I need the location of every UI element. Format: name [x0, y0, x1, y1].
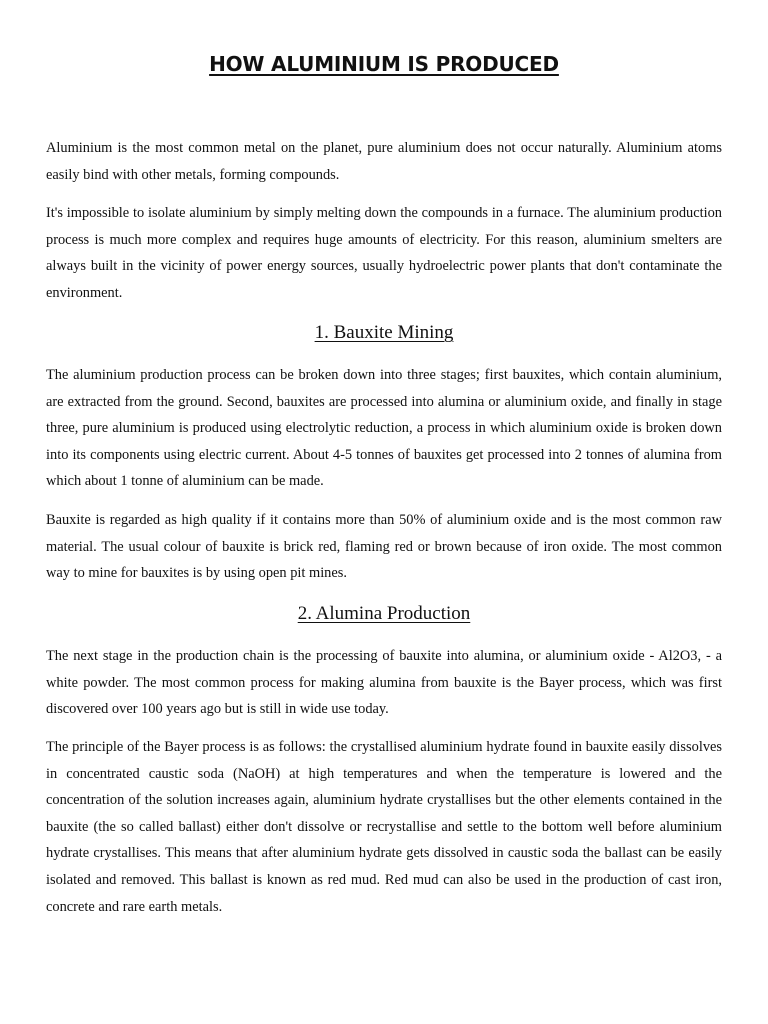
- bauxite-paragraph-2: Bauxite is regarded as high quality if it contains more than 50% of aluminium oxide and is the most common raw material. The usual colour of bauxite is brick red, flaming red or brown because of iron oxide. The most common way to mine for bauxites is by using open pit mines.: [46, 512, 722, 582]
- alumina-paragraph-2: The principle of the Bayer process is as follows: the crystallised aluminium hydrate found in bauxite easily dissolves in concentrated caustic soda (NaOH) at high temperatures and when the temperature is lowered and the concentration of the solution increases again, aluminium hydrate crystallises but the other elements contained in the bauxite (the so called ballast) either don't dissolve or recrystallise and settle to the bottom well before aluminium hydrate crystallises. This means that after aluminium hydrate gets dissolved in caustic soda the ballast can be easily isolated and removed. This ballast is known as red mud. Red mud can also be used in the production of cast iron, concrete and rare earth metals.: [46, 739, 722, 915]
- section-heading-alumina-production: 2. Alumina Production: [297, 603, 471, 624]
- bauxite-paragraph-1: The aluminium production process can be broken down into three stages; first bauxites, which contain aluminium, are extracted from the ground. Second, bauxites are processed into alumina or aluminium oxide, and finally in stage three, pure aluminium is produced using electrolytic reduction, a process in which aluminium oxide is broken down into its components using electric current. About 4-5 tonnes of bauxites get processed into 2 tonnes of alumina from which about 1 tonne of aluminium can be made.: [46, 367, 722, 490]
- intro-paragraph-2: It's impossible to isolate aluminium by simply melting down the compounds in a furnace. The aluminium production process is much more complex and requires huge amounts of electricity. For this reason, aluminium smelters are always built in the vicinity of power energy sources, usually hydroelectric power plants that don't contaminate the environment.: [46, 205, 722, 301]
- section-heading-bauxite-mining: 1. Bauxite Mining: [314, 322, 454, 343]
- alumina-paragraph-1: The next stage in the production chain is the processing of bauxite into alumina, or aluminium oxide - Al2O3, - a white powder. The most common process for making alumina from bauxite is the Bayer process, which was first discovered over 100 years ago but is still in wide use today.: [46, 648, 722, 718]
- intro-paragraph-1: Aluminium is the most common metal on the planet, pure aluminium does not occur naturally. Aluminium atoms easily bind with other metals, forming compounds.: [46, 140, 722, 183]
- document-title: HOW ALUMINIUM IS PRODUCED: [209, 52, 559, 76]
